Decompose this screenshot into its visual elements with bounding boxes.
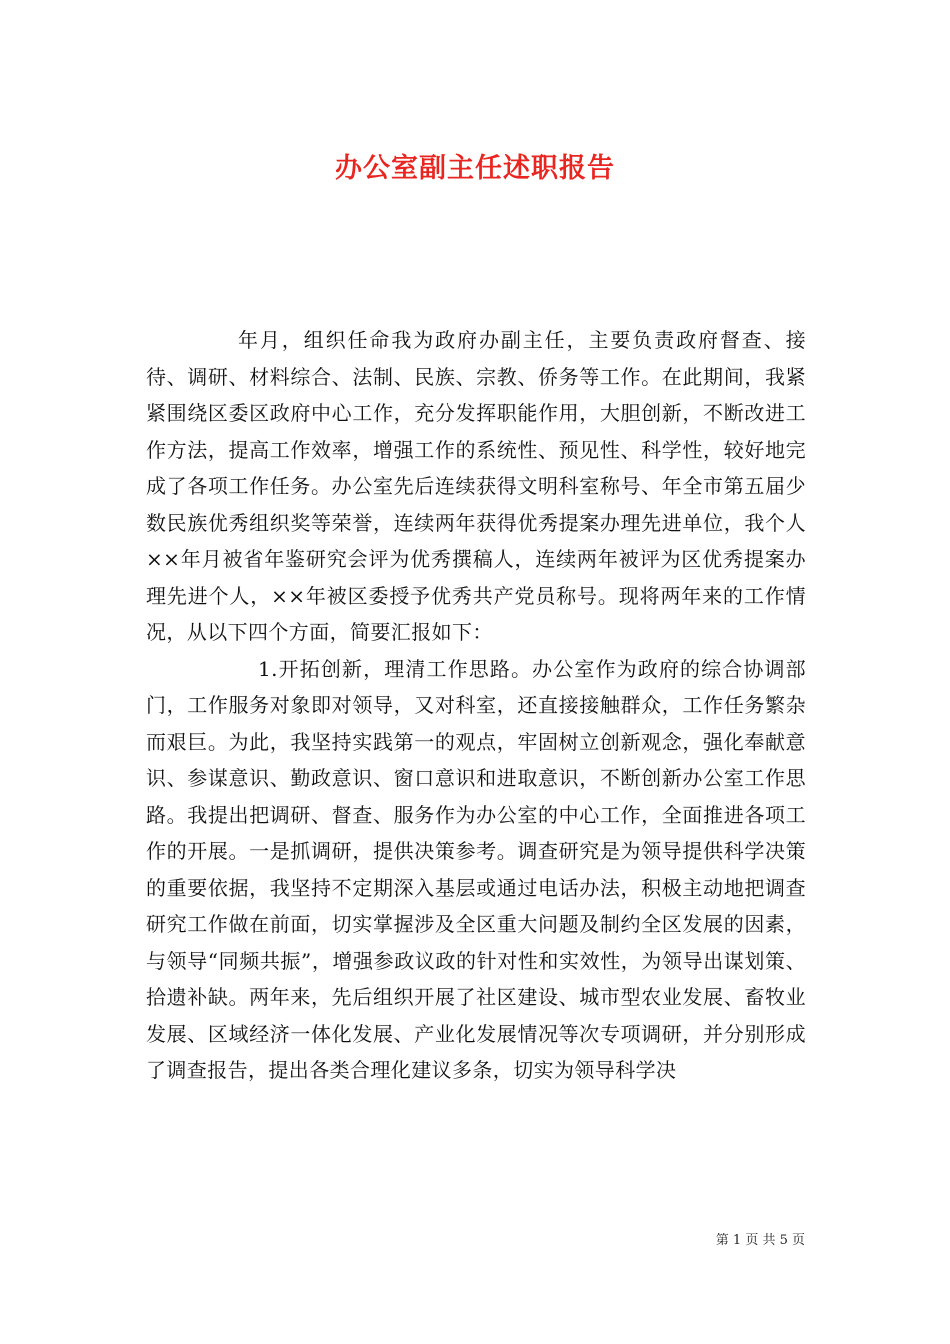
paragraph-section-1: 1.开拓创新，理清工作思路。办公室作为政府的综合协调部门，工作服务对象即对领导，又对科室，还直接接触群众，工作任务繁杂而艰巨。为此，我坚持实践第一的观点，牢固树立创新观念，强化奉献意识、参谋意识、勤政意识、窗口意识和进取意识，不断创新办公室工作思路。我提出把调研、督查、服务作为办公室的中心工作，全面推进各项工作的开展。一是抓调研，提供决策参考。调查研究是为领导提供科学决策的重要依据，我坚持不定期深入基层或通过电话办法，积极主动地把调查研究工作做在前面，切实掌握涉及全区重大问题及制约全区发展的因素，与领导“同频共振”，增强参政议政的针对性和实效性，为领导出谋划策、拾遗补缺。两年来，先后组织开展了社区建设、城市型农业发展、畜牧业发展、区域经济一体化发展、产业化发展情况等次专项调研，并分别形成了调查报告，提出各类合理化建议多条，切实为领导科学决 [146,656,806,1082]
page-title: 办公室副主任述职报告 [335,153,615,185]
page-number: 第 1 页 共 5 页 [715,1233,805,1248]
document-body [146,322,806,1089]
paragraph-intro: 年月，组织任命我为政府办副主任，主要负责政府督查、接待、调研、材料综合、法制、民族、宗教、侨务等工作。在此期间，我紧紧围绕区委区政府中心工作，充分发挥职能作用，大胆创新，不断改进工作方法，提高工作效率，增强工作的系统性、预见性、科学性，较好地完成了各项工作任务。办公室先后连续获得文明科室称号、年全市第五届少数民族优秀组织奖等荣誉，连续两年获得优秀提案办理先进单位，我个人××年月被省年鉴研究会评为优秀撰稿人，连续两年被评为区优秀提案办理先进个人，××年被区委授予优秀共产党员称号。现将两年来的工作情况，从以下四个方面，简要汇报如下： [146,328,806,644]
